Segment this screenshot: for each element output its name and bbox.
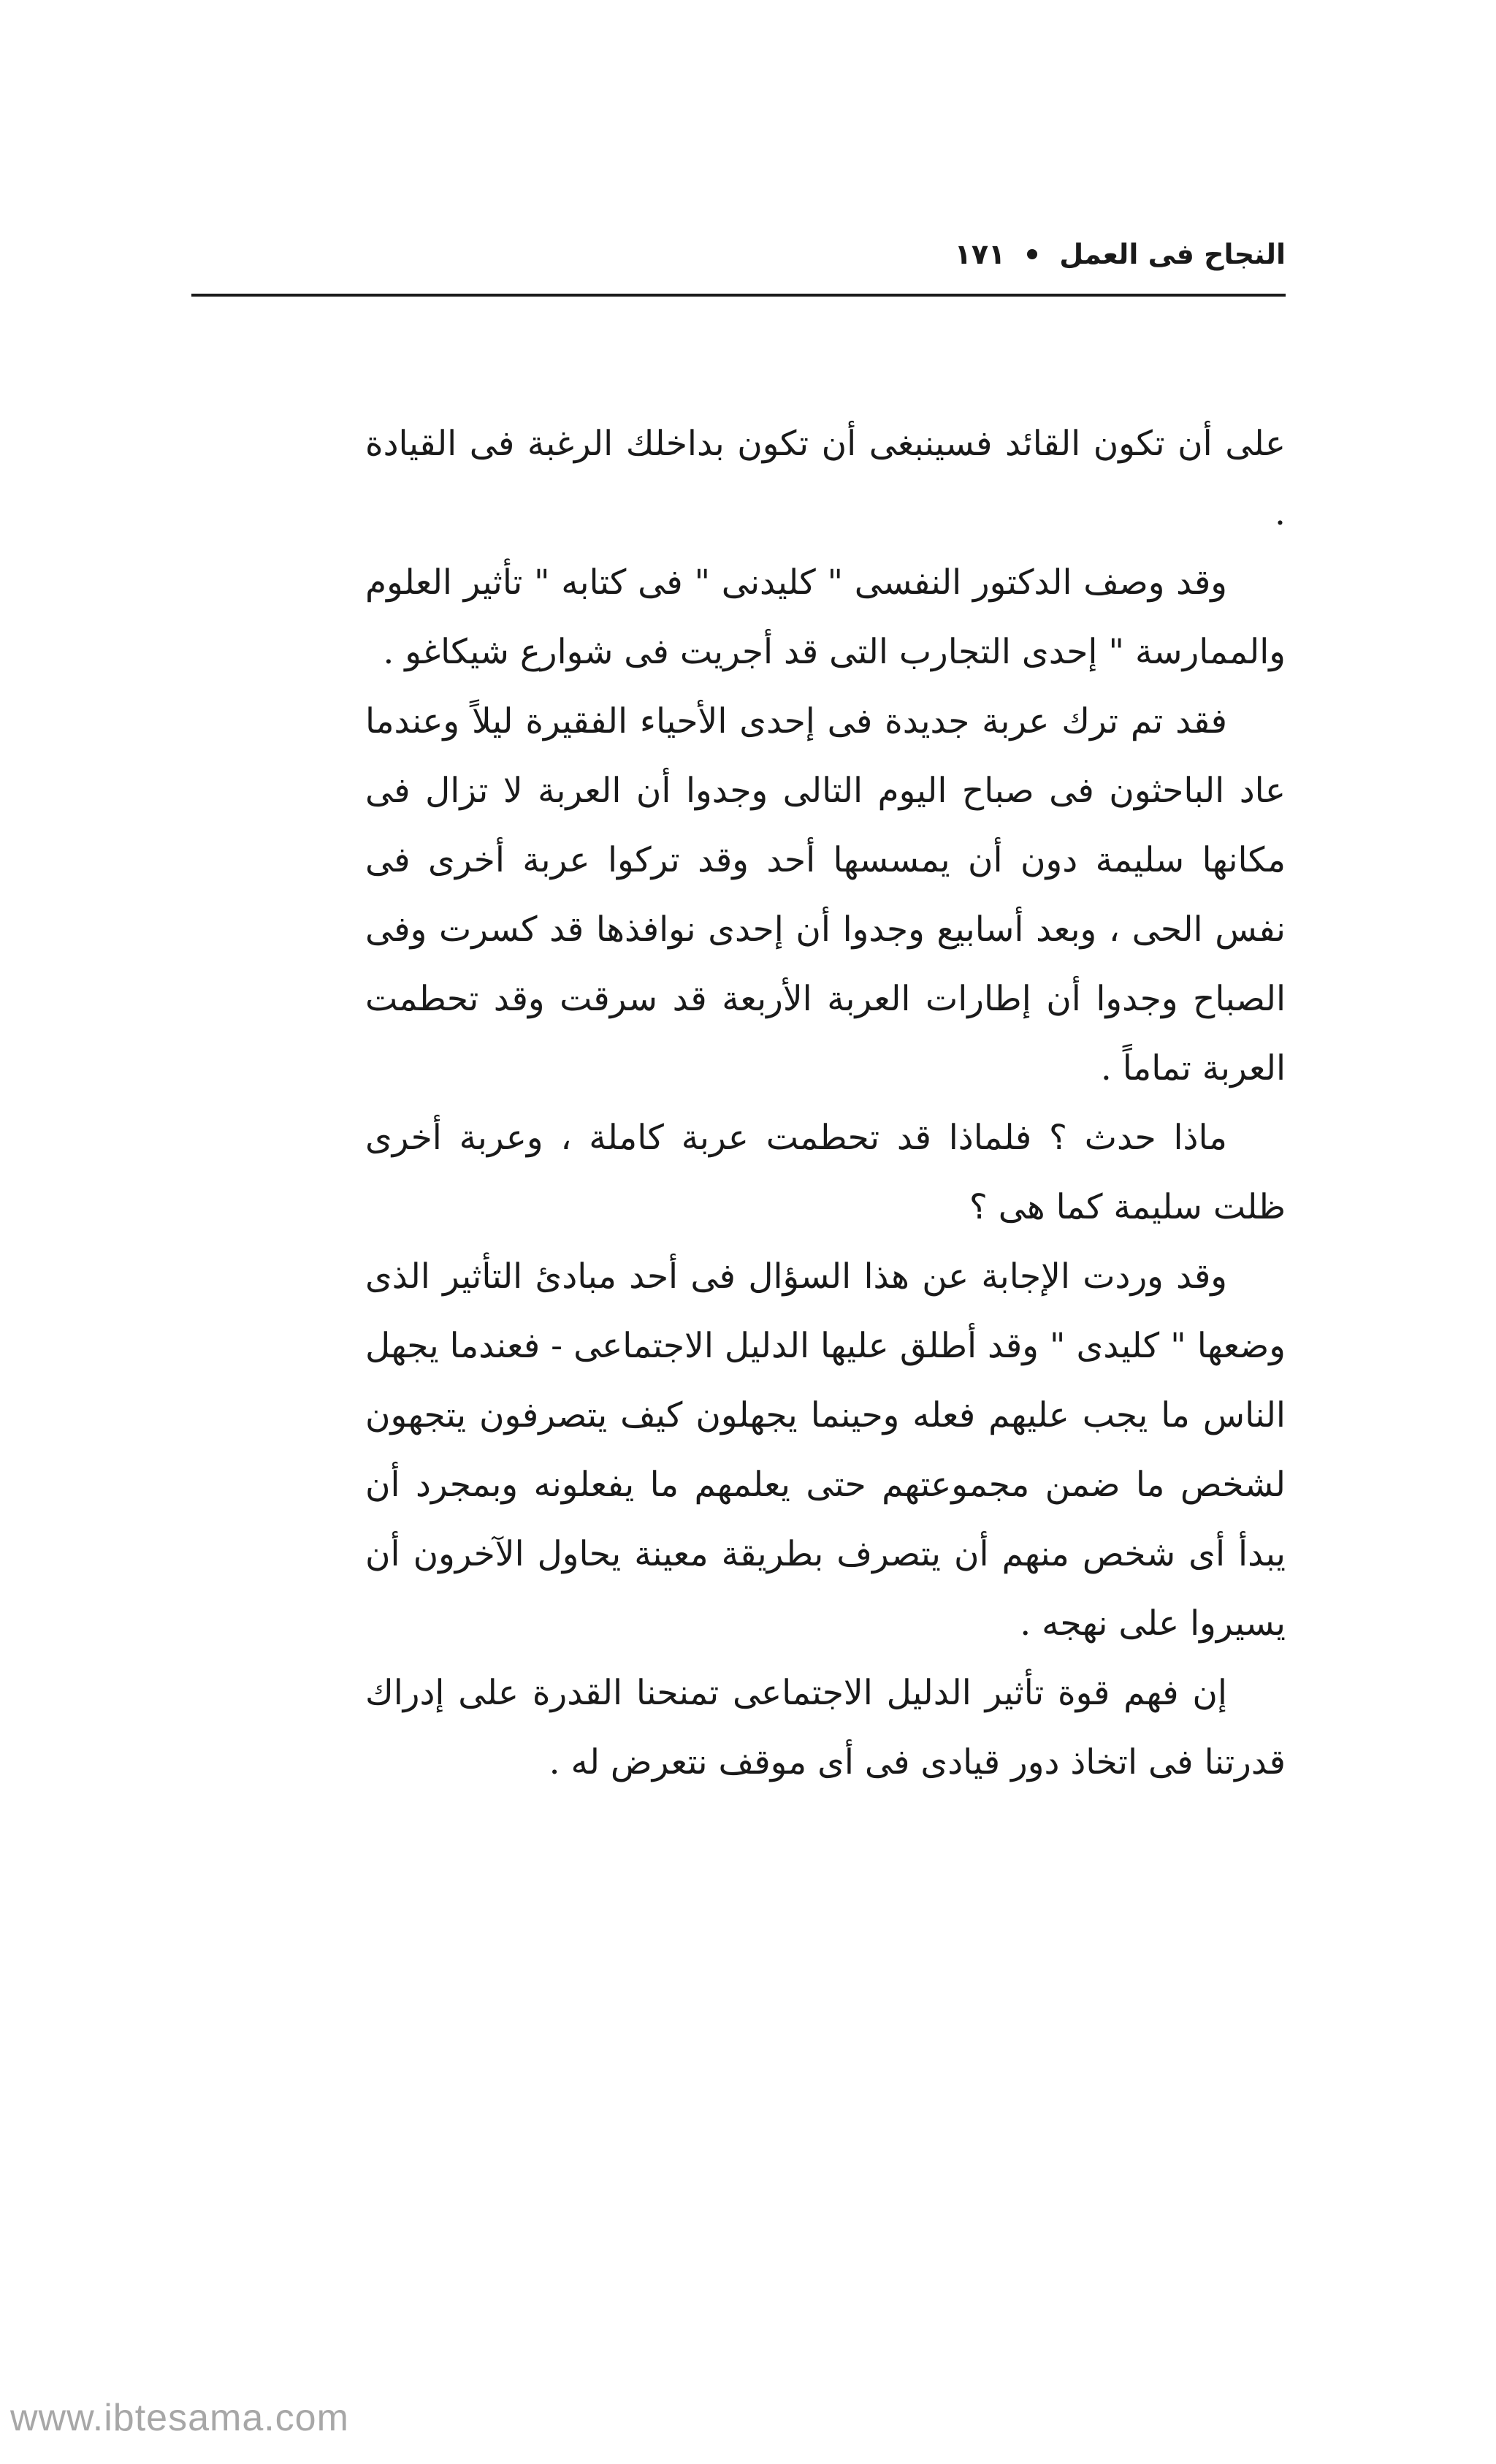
paragraph: إن فهم قوة تأثير الدليل الاجتماعى تمنحنا القدرة على إدراك قدرتنا فى اتخاذ دور قيادى فى أى موقف نتعرض له .	[365, 1673, 1286, 1782]
paragraph: وقد وردت الإجابة عن هذا السؤال فى أحد مبادئ التأثير الذى وضعها " كليدى " وقد أطلق عليها الدليل الاجتماعى - فعندما يجهل الناس ما يجب عليهم فعله وحينما يجهلون كيف يتصرفون يتجهون لشخص ما ضمن مجموعتهم حتى يعلمهم ما يفعلونه وبمجرد أن يبدأ أى شخص منهم أن يتصرف بطريقة معينة يحاول الآخرون أن يسيروا على نهجه .	[365, 1256, 1286, 1644]
paragraph: وقد وصف الدكتور النفسى " كليدنى " فى كتابه " تأثير العلوم والممارسة " إحدى التجارب التى قد أجريت فى شوارع شيكاغو .	[365, 562, 1286, 672]
bullet-separator	[1027, 249, 1037, 259]
paragraph: ماذا حدث ؟ فلماذا قد تحطمت عربة كاملة ، وعربة أخرى ظلت سليمة كما هى ؟	[365, 1118, 1286, 1227]
page-header	[191, 225, 1286, 283]
header-rule	[191, 294, 1286, 297]
paragraph: فقد تم ترك عربة جديدة فى إحدى الأحياء الفقيرة ليلاً وعندما عاد الباحثون فى صباح اليوم التالى وجدوا أن العربة لا تزال فى مكانها سليمة دون أن يمسسها أحد وقد تركوا عربة أخرى فى نفس الحى ، وبعد أسابيع وجدوا أن إحدى نوافذها قد كسرت وفى الصباح وجدوا أن إطارات العربة الأربعة قد سرقت وقد تحطمت العربة تماماً .	[365, 701, 1286, 1088]
body-text	[365, 409, 1286, 1797]
paragraph: على أن تكون القائد فسينبغى أن تكون بداخلك الرغبة فى القيادة .	[365, 424, 1286, 533]
running-title: النجاح فى العمل	[1059, 238, 1286, 270]
page-number: ١٧١	[954, 238, 1006, 270]
watermark-url: www.ibtesama.com	[10, 2397, 349, 2439]
